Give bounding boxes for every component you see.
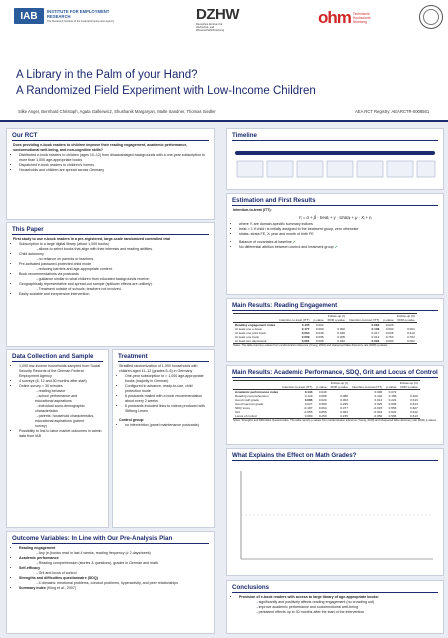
title-line-2: A Randomized Field Experiment with Low-Income Children bbox=[16, 85, 316, 97]
timeline-graphic bbox=[227, 145, 443, 187]
conclusions-heading: Conclusions bbox=[232, 584, 270, 591]
list-subitem: → Any (e-)books read in last 4 weeks, reading frequency (≥ 2 days/week) bbox=[35, 551, 202, 556]
table-col-group: Follow-up (I) bbox=[330, 380, 348, 385]
timeline-heading: Timeline bbox=[232, 132, 257, 139]
table-row: Good math grade 0.086 0.020 0.063 0.012 0.224 0.613 bbox=[235, 397, 418, 402]
list-item: • No differential attrition between control and treatment group ✓ bbox=[239, 245, 437, 250]
ohm-logo bbox=[318, 8, 371, 28]
list-item: • Geographically representative and spread-out sample (spillover effects are unlikely). bbox=[19, 282, 208, 287]
table-row: At least one book 0.009 0.005 0.005 0.014 0.763 0.702 bbox=[235, 334, 415, 339]
itt-formula: Yᵢ = α + β · treatᵢ + γ · strataᵢ + μ · Xᵢ + εᵢ bbox=[298, 214, 372, 220]
ohm-sub-3: Nürnberg bbox=[352, 20, 368, 24]
timeline-cell bbox=[417, 161, 435, 177]
table-header: p-value bbox=[313, 317, 324, 322]
outcomes-list bbox=[7, 546, 214, 591]
summary-index-ref: (Kling et al., 2007) bbox=[46, 585, 76, 590]
iab-logo-mark: IAB bbox=[14, 8, 44, 24]
list-item: • strataᵢ: strata FE, Xᵢ year and month of birth FE bbox=[239, 232, 437, 237]
dzhw-sub-1: Deutsches Zentrum für bbox=[196, 23, 223, 26]
table-note: Notes: The table reports p-values from randomization inference (Young, 2019) and sharpened false discovery rate (FDR) q-values. bbox=[233, 343, 389, 347]
list-item: • Dispatched e-book readers to children's homes bbox=[19, 163, 208, 168]
list-item: • 1,090 low-income households sampled from Social Security Records of the German Federal Employment Agency bbox=[19, 364, 102, 379]
table-col-group: Follow-up (II) bbox=[399, 380, 418, 385]
table-header: Intention-to-treat (ITT) bbox=[351, 384, 383, 389]
table-header: p-value bbox=[386, 384, 397, 389]
list-item: • Online survey ≈ 30 minutes bbox=[19, 384, 102, 389]
list-item: • Distributed e-book readers to children (ages 10–12) from disadvantaged backgrounds with a one-year subscription to more than 1,000 age-appropriate books bbox=[19, 153, 208, 163]
table-col-group: Follow-up (II) bbox=[396, 313, 415, 318]
iab-logo bbox=[14, 8, 114, 24]
list-subitem: → 4 domains: emotional problems, conduct problems, hyperactivity, and peer relationships bbox=[35, 581, 202, 586]
iab-tagline: The Research Institute of the Federal Employment Agency bbox=[47, 19, 115, 23]
table-header: p-value bbox=[316, 384, 327, 389]
math-effect-box bbox=[226, 448, 444, 576]
our-rct-heading: Our RCT bbox=[12, 132, 38, 139]
title-line-1: A Library in the Palm of your Hand? bbox=[16, 69, 198, 81]
academic-results-box bbox=[226, 365, 444, 445]
poster-header bbox=[0, 0, 448, 60]
list-subitem: → improve academic performance and socioemotional well-being bbox=[255, 605, 431, 610]
list-item: • Possibility to link to labor market outcomes in admin data from IAB bbox=[19, 429, 102, 439]
summary-index-label: Summary index bbox=[19, 585, 46, 590]
table-row: Grit -0.055 0.856 0.364 -0.044 0.622 0.612 bbox=[235, 409, 418, 414]
list-item: • treatᵢ = 1 if child i is initially assigned to the treatment group, zero otherwise bbox=[239, 227, 437, 232]
reading-results-heading: Main Results: Reading Engagement bbox=[232, 302, 338, 309]
math-effect-figure bbox=[227, 467, 443, 567]
list-subitem: → guidance similar to what children from educated backgrounds receive. bbox=[35, 277, 202, 282]
ohm-sub-1: Technische bbox=[352, 12, 370, 16]
timeline-cell bbox=[357, 161, 383, 177]
list-item: • Easily scalable and inexpensive intervention. bbox=[19, 292, 208, 297]
table-row: Reading comprehension 0.129 0.088 0.088 0.102 0.186 0.220 bbox=[235, 393, 418, 398]
this-paper-list bbox=[7, 242, 214, 297]
table-header: FDR q-value bbox=[327, 317, 346, 322]
conclusions-box bbox=[226, 580, 444, 634]
list-item: • One-year subscription to > 1,000 age-appropriate books (majority in German) bbox=[125, 374, 208, 384]
list-item: • Balance of covariates at baseline ✓ bbox=[239, 240, 437, 245]
treatment-list bbox=[113, 374, 214, 414]
table-header: FDR q-value bbox=[330, 384, 348, 389]
ohm-sub-2: Hochschule bbox=[352, 16, 371, 20]
itt-label: Intention-to-treat (ITT): bbox=[233, 207, 272, 212]
dzhw-sub-3: Wissenschaftsforschung bbox=[196, 29, 225, 33]
treatment-box bbox=[112, 349, 215, 528]
this-paper-box bbox=[6, 222, 215, 347]
list-item: • Child autonomy bbox=[19, 252, 208, 257]
list-item: • Self-efficacy bbox=[19, 566, 208, 571]
academic-results-heading: Main Results: Academic Performance, SDQ, Grit and Locus of Control bbox=[232, 369, 438, 376]
table-header: Intention-to-treat (ITT) bbox=[279, 317, 310, 322]
outcomes-box bbox=[6, 531, 215, 634]
dzhw-logo bbox=[196, 6, 239, 33]
table-row: At least one e-book 0.177 0.000 0.002 0.136 0.000 0.001 bbox=[235, 326, 415, 331]
table-row: SDQ score -0.187 0.064 0.077 -0.015 0.556 0.627 bbox=[235, 405, 418, 410]
list-item: • Subscription to a large digital library (about 1,000 books) bbox=[19, 242, 208, 247]
iab-name-line1: INSTITUTE FOR EMPLOYMENT bbox=[47, 8, 110, 14]
table-col-group: Follow-up (I) bbox=[327, 313, 346, 318]
timeline-cell bbox=[327, 161, 353, 177]
list-subitem: → significantly and positively affects reading engagement (no crowding out) bbox=[255, 600, 431, 605]
table-note: Notes: Strengths and Difficulties Questionnaire. The table reports p-values from randomization inference (Young, 2019) and sharpened false discovery rate (FDR) q-values. bbox=[233, 418, 437, 422]
timeline-cell bbox=[297, 161, 323, 177]
data-collection-heading: Data Collection and Sample bbox=[12, 353, 94, 360]
list-subitem: → Reading comprehension (stories & questions), grades in German and math bbox=[35, 561, 202, 566]
university-seal-icon bbox=[419, 5, 443, 29]
timeline-box bbox=[226, 128, 444, 190]
table-row: At least two days/week 0.081 0.009 0.022 0.091 0.000 0.002 bbox=[235, 338, 415, 343]
list-subitem: → Grit and locus of control bbox=[35, 571, 202, 576]
table-row: At least one print book 0.064 0.046 0.046 0.017 0.626 0.612 bbox=[235, 330, 415, 335]
list-subitem: → reducing barriers and age-appropriate content. bbox=[35, 267, 202, 272]
this-paper-lead: First study to use e-book readers in a pre-registered, large-scale randomized controlled trial bbox=[13, 236, 170, 241]
table-header: Intention-to-treat (ITT) bbox=[349, 317, 380, 322]
academic-results-table bbox=[233, 380, 420, 419]
list-item: • Academic performance bbox=[19, 556, 208, 561]
list-item: • 4 surveys (6, 12 and 30 months after start) bbox=[19, 379, 102, 384]
this-paper-heading: This Paper bbox=[12, 226, 44, 233]
table-row: Reading engagement index 0.105 0.002 0.063 0.026 bbox=[235, 322, 394, 327]
table-header: FDR q-value bbox=[400, 384, 418, 389]
reading-results-table bbox=[233, 313, 417, 344]
list-item: • Strengths and difficulties questionnaire (SDQ) bbox=[19, 576, 208, 581]
dzhw-sub-2: Hochschul- und bbox=[196, 26, 215, 30]
control-group-label: Control group: bbox=[119, 417, 145, 422]
iab-name-line2: RESEARCH bbox=[47, 13, 71, 19]
authors: Silke Anger, Bernhard Christoph, Agata Galkiewicz, Shushanik Margaryan, Malte Sandner, Thomas Siedler bbox=[18, 109, 216, 114]
table-header: p-value bbox=[383, 317, 394, 322]
estimation-box bbox=[226, 193, 444, 295]
list-subitem: → allows to select books that align with their interests and reading abilities. bbox=[35, 247, 202, 252]
table-row: Locus of control 0.080 0.250 0.155 -0.050 0.596 0.613 bbox=[235, 413, 418, 418]
list-item: • Configured in advance, ready-to-use, child protection mode bbox=[125, 384, 208, 394]
list-subitem: → no reliance on parents or teachers. bbox=[35, 257, 202, 262]
reading-results-box bbox=[226, 298, 444, 362]
conclusions-lead: • Provision of e-book readers with access to large library of age-appropriate books: bbox=[239, 595, 437, 600]
list-item: • where Yᵢ are domain-specific summary indices bbox=[239, 222, 437, 227]
check-icon: ✓ bbox=[292, 239, 296, 244]
list-subitem: → Treatment outside of schools; teachers not involved. bbox=[35, 287, 202, 292]
dzhw-logo-mark: DZHW bbox=[196, 6, 239, 23]
table-row: Academic performance index 0.133 0.048 0.096 0.072 bbox=[235, 389, 397, 394]
poster-title bbox=[16, 67, 316, 99]
data-collection-list bbox=[7, 364, 108, 439]
our-rct-list bbox=[7, 153, 214, 173]
treatment-lead: Stratified randomization of 1,090 households with children aged 11–12 (grades 5–6) in Germany bbox=[119, 363, 198, 373]
table-row: Good German grade 0.027 0.580 0.295 0.025 0.505 0.613 bbox=[235, 401, 418, 406]
list-item: • 6 postcards included links to videos produced with Stiftung Lesen bbox=[125, 404, 208, 414]
ohm-logo-mark: ohm bbox=[318, 8, 351, 27]
timeline-cell bbox=[267, 161, 293, 177]
treatment-heading: Treatment bbox=[118, 353, 148, 360]
table-header: FDR q-value bbox=[397, 317, 415, 322]
registry: AEA RCT Registry: AEARCTR-0008561 bbox=[355, 109, 430, 114]
outcomes-heading: Outcome Variables: In Line with Our Pre-Analysis Plan bbox=[12, 535, 173, 542]
check-icon: ✓ bbox=[334, 244, 338, 249]
estimation-heading: Estimation and First Results bbox=[232, 197, 316, 204]
data-collection-box bbox=[6, 349, 109, 528]
list-item bbox=[19, 586, 208, 591]
list-subitem: → reading behavior bbox=[35, 389, 96, 394]
our-rct-question: Does providing e-book readers to children improve their reading engagement, academic performance, socioemotional well-being, and non-cognitive skills? bbox=[13, 142, 188, 152]
list-item: • no intervention (panel maintenance postcards) bbox=[125, 423, 208, 428]
our-rct-box bbox=[6, 128, 215, 220]
list-subitem: → school performance and educational aspirations bbox=[35, 394, 96, 404]
list-subitem: → parents: household characteristics, educational aspirations (parent survey) bbox=[35, 414, 96, 429]
list-item: • Pre-activated password-protected child mode bbox=[19, 262, 208, 267]
timeline-bar bbox=[235, 151, 435, 155]
timeline-cell bbox=[237, 161, 263, 177]
list-subitem: → persistent effects up to 30 months after the start of the intervention bbox=[255, 610, 431, 615]
list-item: • 6 postcards mailed with a book recommendation about every 2 weeks bbox=[125, 394, 208, 404]
list-item: • Households and children are spread across Germany bbox=[19, 168, 208, 173]
list-item: • Reading engagement bbox=[19, 546, 208, 551]
list-item: • Book recommendations via postcards bbox=[19, 272, 208, 277]
table-header: Intention-to-treat (ITT) bbox=[282, 384, 313, 389]
math-effect-heading: What Explains the Effect on Math Grades? bbox=[232, 452, 357, 459]
list-subitem: → individual socio-demographic characteristics bbox=[35, 404, 96, 414]
timeline-cell bbox=[387, 161, 413, 177]
